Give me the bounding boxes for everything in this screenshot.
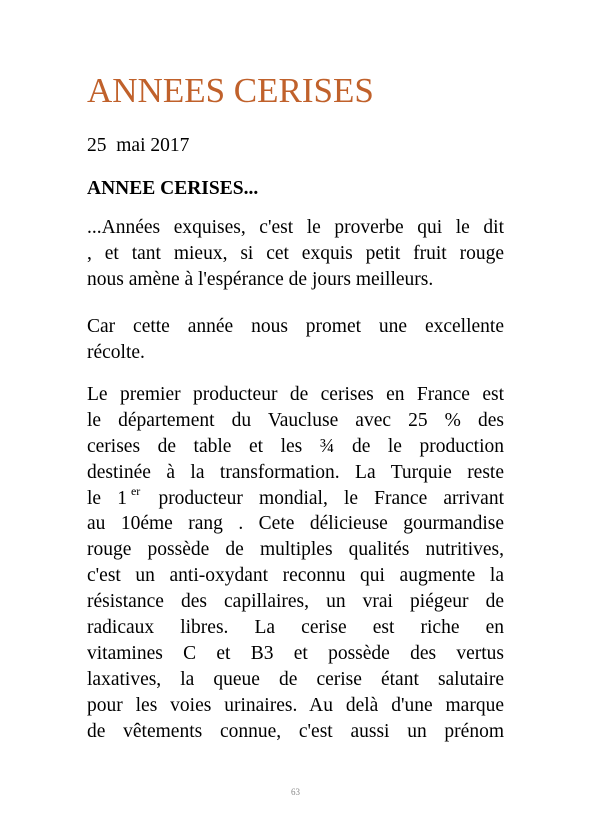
text-line: radicaux libres. La cerise est riche en xyxy=(87,617,504,639)
article-subheading: ANNEE CERISES... xyxy=(87,178,259,199)
text-line: c'est un anti-oxydant reconnu qui augmente la xyxy=(87,565,504,587)
text-line: rouge possède de multiples qualités nutritives, xyxy=(87,539,504,561)
text-fragment: le 1 xyxy=(87,487,127,509)
page-number: 63 xyxy=(291,787,300,797)
text-line: Le premier producteur de cerises en France est xyxy=(87,384,504,405)
text-line: nous amène à l'espérance de jours meilleurs. xyxy=(87,268,434,290)
text-line: vitamines C et B3 et possède des vertus xyxy=(87,642,504,664)
text-line: résistance des capillaires, un vrai piégeur de xyxy=(87,591,504,613)
text-fragment: producteur mondial, le France arrivant xyxy=(158,487,504,509)
text-line: au 10éme rang . Cete délicieuse gourmandise xyxy=(87,513,504,535)
text-line-with-superscript xyxy=(87,483,504,512)
text-line: ...Années exquises, c'est le proverbe qui le dit xyxy=(87,217,504,238)
text-line: destinée à la transformation. La Turquie reste xyxy=(87,461,504,483)
text-line: de vêtements connue, c'est aussi un prénom xyxy=(87,720,504,742)
superscript-ordinal: er xyxy=(130,483,141,498)
page-title: ANNEES CERISES xyxy=(87,71,374,110)
text-line: cerises de table et les ¾ de le production xyxy=(87,435,504,457)
text-line: récolte. xyxy=(87,341,145,363)
text-line: pour les voies urinaires. Au delà d'une marque xyxy=(87,694,504,716)
paragraph-2 xyxy=(87,314,504,366)
text-line: Car cette année nous promet une excellente xyxy=(87,316,504,337)
paragraph-3 xyxy=(87,382,504,744)
text-line: le département du Vaucluse avec 25 % des xyxy=(87,409,504,431)
text-line: , et tant mieux, si cet exquis petit fruit rouge xyxy=(87,242,504,264)
paragraph-1 xyxy=(87,215,504,293)
text-line: laxatives, la queue de cerise étant salutaire xyxy=(87,668,504,690)
article-date: 25 mai 2017 xyxy=(87,135,190,156)
